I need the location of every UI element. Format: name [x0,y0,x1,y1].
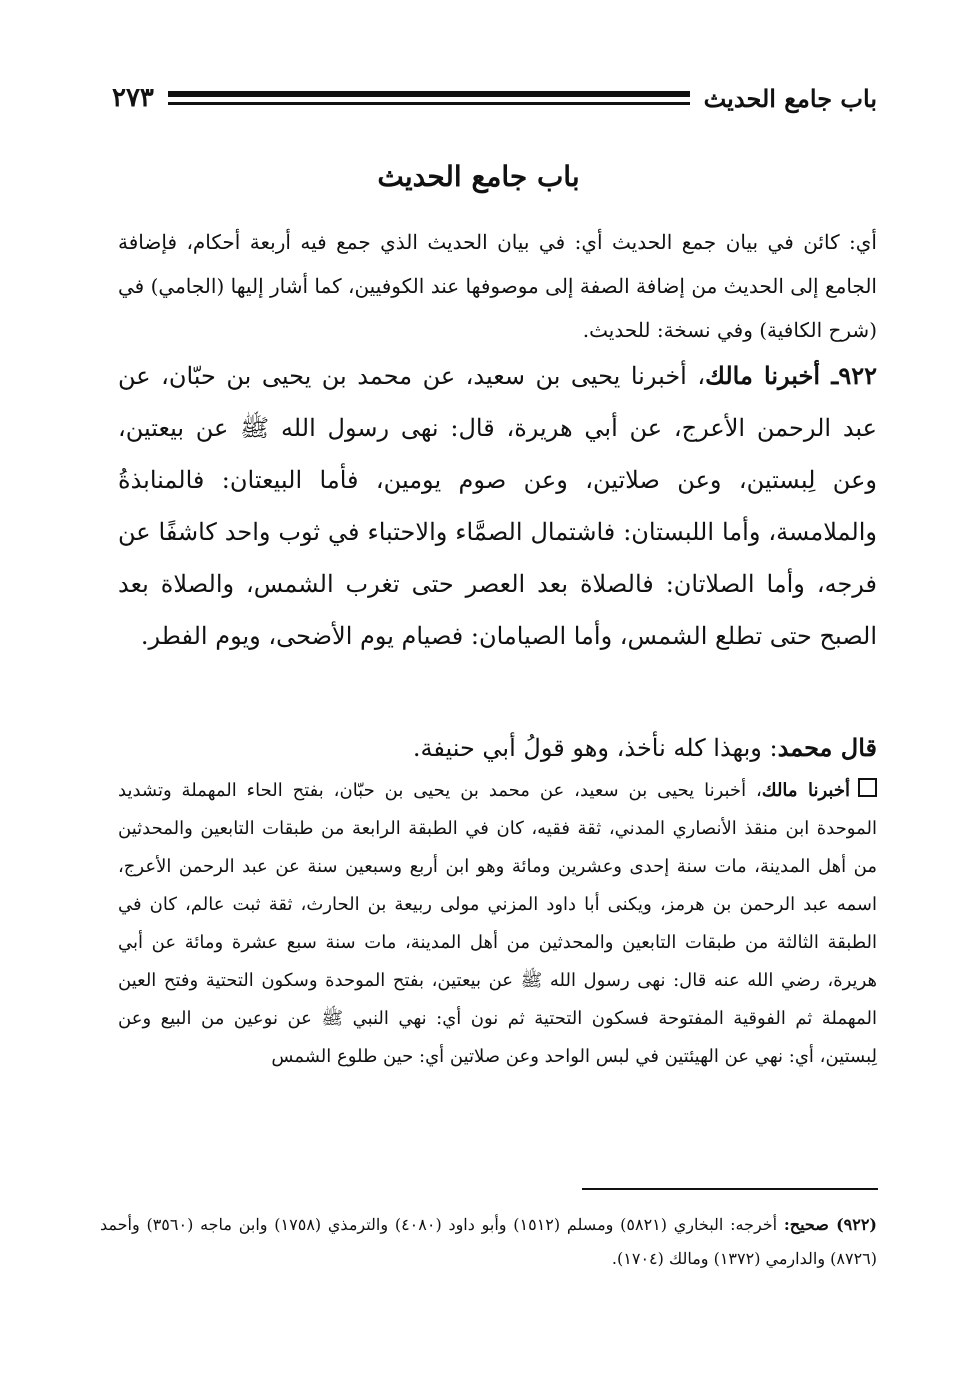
commentary-text: ، أخبرنا يحيى بن سعيد، عن محمد بن يحيى بن حبّان، بفتح الحاء المهملة وتشديد الموحدة ابن منقذ الأنصاري المدني، ثقة فقيه، كان في الطبقة الرابعة من طبقات التابعين والمحدثين من أهل المدينة، مات سنة إحدى وعشرين ومائة وهو ابن أربع وسبعين سنة عن عبد الرحمن الأعرج، اسمه عبد الرحمن بن هرمز، ويكنى أبا داود المزني مولى ربيعة بن الحارث، ثقة ثبت عالم، كان في الطبقة الثالثة من طبقات التابعين والمحدثين من أهل المدينة، مات سنة سبع عشرة ومائة عن أبي هريرة، رضي الله عنه قال: نهى رسول الله ﷺ عن بيعتين، بفتح الموحدة وسكون التحتية وفتح العين المهملة ثم الفوقية المفتوحة فسكون التحتية ثم نون أي: نهي النبي ﷺ عن نوعين من البيع وعن لِبستين، أي: نهي عن الهيئتين في لبس الواحد وعن صلاتين أي: حين طلوع الشمس [118,780,877,1067]
running-header [112,78,877,118]
hollow-square-icon [858,778,877,797]
running-title: باب جامع الحديث [703,83,877,113]
header-double-rule [168,91,690,105]
footnote-separator [582,1188,878,1190]
statement-lead: قال محمد [777,733,877,762]
statement-paragraph [118,722,877,774]
footnote-text: أخرجه: البخاري (٥٨٢١) ومسلم (١٥١٢) وأبو داود (٤٠٨٠) والترمذي (١٧٥٨) وابن ماجه (٣٥٦٠) وأحمد (٨٧٢٦) والدارمي (١٣٧٢) ومالك (١٧٠٤). [100,1215,877,1268]
footnote-lead: (٩٢٢) صحيح: [783,1215,877,1234]
chapter-title: باب جامع الحديث [377,160,580,193]
hadith-lead: ٩٢٢ـ أخبرنا مالك [705,361,877,390]
hadith-text: ، أخبرنا يحيى بن سعيد، عن محمد بن يحيى بن حبّان، عن عبد الرحمن الأعرج، عن أبي هريرة، قال: نهى رسول الله ﷺ عن بيعتين، وعن لِبستين، وعن صلاتين، وعن صوم يومين، فأما البيعتان: فالمنابذةُ والملامسة، وأما اللبستان: فاشتمال الصمَّاء والاحتباء في ثوب واحد كاشفًا عن فرجه، وأما الصلاتان: فالصلاة بعد العصر حتى تغرب الشمس، والصلاة بعد الصبح حتى تطلع الشمس، وأما الصيامان: فصيام يوم الأضحى، ويوم الفطر. [118,362,877,650]
commentary-paragraph [118,772,877,1076]
page-number: ٢٧٣ [112,83,154,113]
footnote [100,1208,877,1276]
hadith-paragraph [118,350,877,662]
commentary-lead: أخبرنا مالك [761,780,850,801]
intro-text: أي: كائن في بيان جمع الحديث أي: في بيان الحديث الذي جمع فيه أربعة أحكام، فإضافة الجامع إلى الحديث من إضافة الصفة إلى موصوفها عند الكوفيين، كما أشار إليها (الجامي) في (شرح الكافية) وفي نسخة: للحديث. [118,230,877,342]
statement-text: : وبهذا كله نأخذ، وهو قولُ أبي حنيفة. [412,734,778,762]
intro-paragraph [118,220,877,352]
